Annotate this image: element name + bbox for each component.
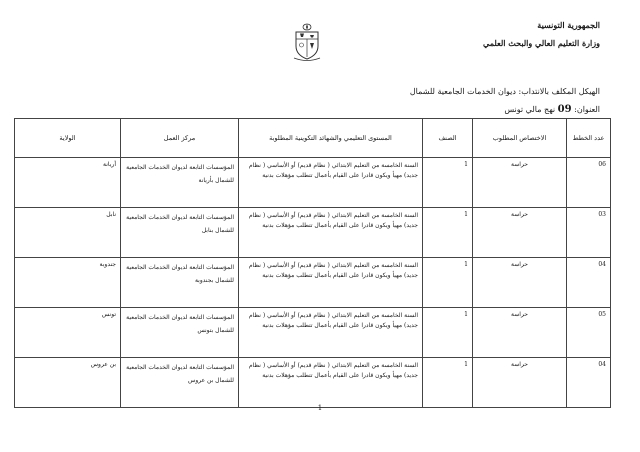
column-count: عدد الخطط bbox=[567, 119, 611, 158]
cell-specialty: حراسة bbox=[473, 358, 567, 408]
cell-workplace: المؤسسات التابعة لديوان الخدمات الجامعية للشمال بنابل bbox=[121, 208, 239, 258]
cell-specialty: حراسة bbox=[473, 258, 567, 308]
table-header-row bbox=[15, 119, 611, 158]
cell-workplace: المؤسسات التابعة لديوان الخدمات الجامعية للشمال بن عروس bbox=[121, 358, 239, 408]
cell-count: 06 bbox=[567, 158, 611, 208]
positions-table bbox=[14, 118, 611, 408]
tunisia-coat-of-arms-icon bbox=[292, 22, 322, 62]
cell-specialty: حراسة bbox=[473, 308, 567, 358]
cell-requirements: السنة الخامسة من التعليم الابتدائي ( نظام قديم) أو الأساسي ( نظام جديد) مهيأ ويكون قادرا على القيام بأعمال تتطلب مؤهلات بدنية bbox=[239, 158, 423, 208]
structure-value: ديوان الخدمات الجامعية للشمال bbox=[409, 87, 516, 96]
column-requirements: المستوى التعليمي والشهائد التكوينية المطلوبة bbox=[239, 119, 423, 158]
cell-requirements: السنة الخامسة من التعليم الابتدائي ( نظام قديم) أو الأساسي ( نظام جديد) مهيأ ويكون قادرا على القيام بأعمال تتطلب مؤهلات بدنية bbox=[239, 308, 423, 358]
cell-requirements: السنة الخامسة من التعليم الابتدائي ( نظام قديم) أو الأساسي ( نظام جديد) مهيأ ويكون قادرا على القيام بأعمال تتطلب مؤهلات بدنية bbox=[239, 258, 423, 308]
cell-specialty: حراسة bbox=[473, 158, 567, 208]
recruiting-structure bbox=[410, 87, 600, 96]
cell-governorate: تونس bbox=[15, 308, 121, 358]
page-number: 1 bbox=[317, 404, 323, 412]
cell-rank: 1 bbox=[423, 358, 473, 408]
cell-requirements: السنة الخامسة من التعليم الابتدائي ( نظام قديم) أو الأساسي ( نظام جديد) مهيأ ويكون قادرا على القيام بأعمال تتطلب مؤهلات بدنية bbox=[239, 358, 423, 408]
cell-requirements: السنة الخامسة من التعليم الابتدائي ( نظام قديم) أو الأساسي ( نظام جديد) مهيأ ويكون قادرا على القيام بأعمال تتطلب مؤهلات بدنية bbox=[239, 208, 423, 258]
cell-rank: 1 bbox=[423, 308, 473, 358]
republic-name: الجمهورية التونسية bbox=[537, 20, 600, 30]
address-label: العنوان: bbox=[574, 105, 600, 114]
cell-governorate: جندوبة bbox=[15, 258, 121, 308]
table-row bbox=[15, 158, 611, 208]
address-number: 09 bbox=[557, 104, 572, 115]
address bbox=[504, 104, 600, 115]
cell-governorate: بن عروس bbox=[15, 358, 121, 408]
cell-count: 04 bbox=[567, 258, 611, 308]
column-governorate: الولاية bbox=[15, 119, 121, 158]
table-row bbox=[15, 308, 611, 358]
cell-count: 03 bbox=[567, 208, 611, 258]
table-row bbox=[15, 208, 611, 258]
table-row bbox=[15, 358, 611, 408]
cell-workplace: المؤسسات التابعة لديوان الخدمات الجامعية للشمال بتونس bbox=[121, 308, 239, 358]
cell-workplace: المؤسسات التابعة لديوان الخدمات الجامعية للشمال بأريانة bbox=[121, 158, 239, 208]
cell-rank: 1 bbox=[423, 208, 473, 258]
ministry-name: وزارة التعليم العالي والبحث العلمي bbox=[483, 38, 600, 48]
column-rank: الصنف bbox=[423, 119, 473, 158]
cell-count: 04 bbox=[567, 358, 611, 408]
column-specialty: الاختصاص المطلوب bbox=[473, 119, 567, 158]
cell-rank: 1 bbox=[423, 158, 473, 208]
structure-label: الهيكل المكلف بالانتداب: bbox=[518, 87, 600, 96]
cell-specialty: حراسة bbox=[473, 208, 567, 258]
cell-count: 05 bbox=[567, 308, 611, 358]
table-row bbox=[15, 258, 611, 308]
cell-governorate: نابل bbox=[15, 208, 121, 258]
letterhead bbox=[483, 18, 600, 50]
cell-rank: 1 bbox=[423, 258, 473, 308]
cell-governorate: أريانة bbox=[15, 158, 121, 208]
cell-workplace: المؤسسات التابعة لديوان الخدمات الجامعية للشمال بجندوبة bbox=[121, 258, 239, 308]
column-workplace: مركز العمل bbox=[121, 119, 239, 158]
address-text: نهج مالي تونس bbox=[504, 105, 556, 114]
